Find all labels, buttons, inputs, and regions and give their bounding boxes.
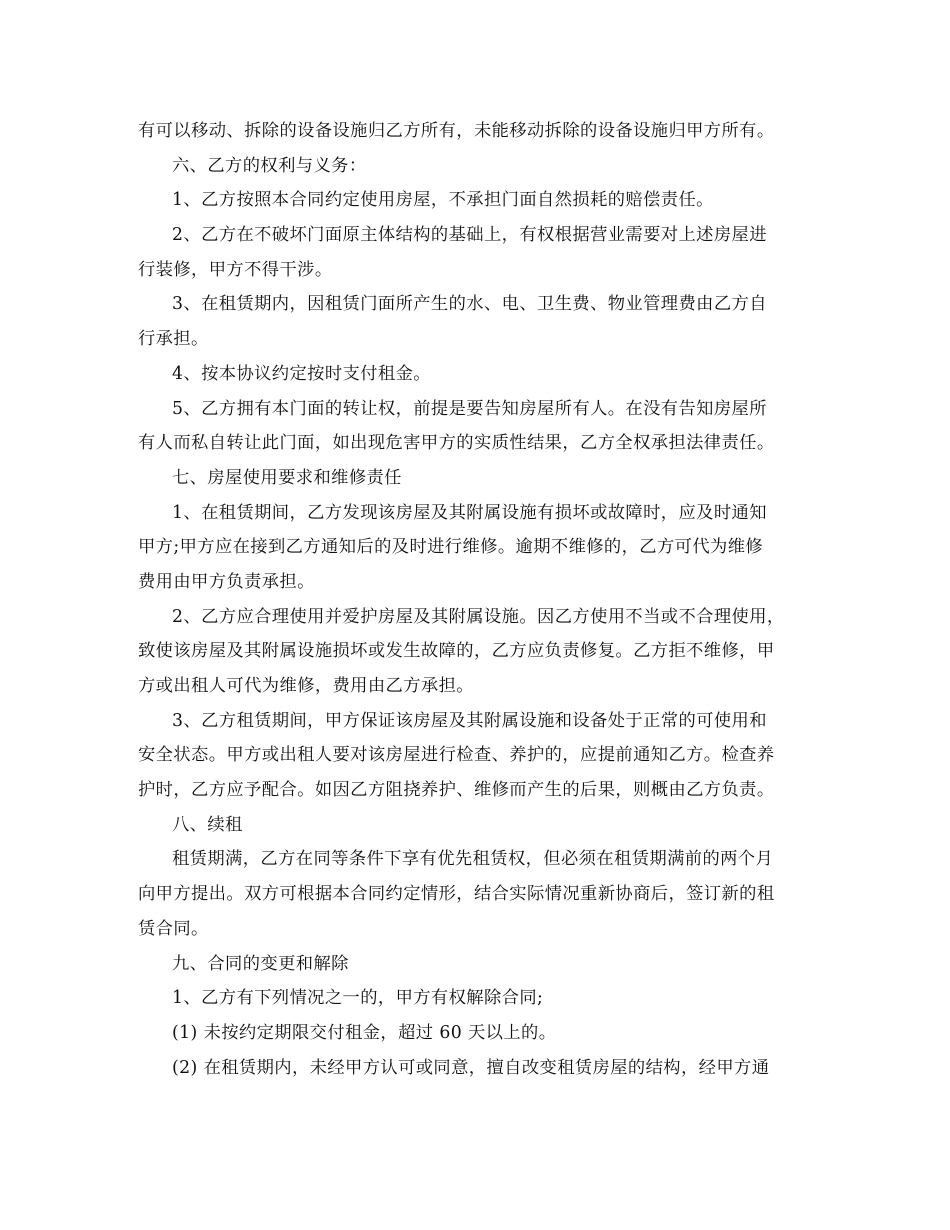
text-line: 甲方;甲方应在接到乙方通知后的及时进行维修。逾期不维修的，乙方可代为维修 (138, 537, 764, 558)
text-line: 1、乙方按照本合同约定使用房屋，不承担门面自然损耗的赔偿责任。 (172, 190, 714, 211)
text-line: 1、在租赁期间，乙方发现该房屋及其附属设施有损坏或故障时，应及时通知 (172, 502, 767, 523)
text-line: 2、乙方在不破坏门面原主体结构的基础上，有权根据营业需要对上述房屋进 (172, 225, 767, 246)
text-line: 4、按本协议约定按时支付租金。 (172, 363, 431, 384)
section-heading: 八、续租 (172, 814, 243, 835)
text-line: 1、乙方有下列情况之一的，甲方有权解除合同; (172, 988, 544, 1009)
text-line: 费用由甲方负责承担。 (138, 571, 315, 592)
text-line: 方或出租人可代为维修，费用由乙方承担。 (138, 676, 474, 696)
text-line: 行装修，甲方不得干涉。 (138, 259, 333, 280)
text-line: 安全状态。甲方或出租人要对该房屋进行检查、养护的，应提前通知乙方。检查养 (138, 745, 775, 766)
text-line: 护时，乙方应予配合。如因乙方阻挠养护、维修而产生的后果，则概由乙方负责。 (138, 780, 775, 801)
list-item: (1) 未按约定期限交付租金，超过 60 天以上的。 (172, 1022, 557, 1043)
document-body (138, 114, 818, 1085)
section-heading: 九、合同的变更和解除 (172, 953, 349, 974)
text-line: 5、乙方拥有本门面的转让权，前提是要告知房屋所有人。在没有告知房屋所 (172, 398, 767, 419)
list-item: (2) 在租赁期内，未经甲方认可或同意，擅自改变租赁房屋的结构，经甲方通 (172, 1057, 770, 1078)
text-line: 行承担。 (138, 329, 209, 350)
text-line: 有可以移动、拆除的设备设施归乙方所有，未能移动拆除的设备设施归甲方所有。 (138, 121, 775, 141)
section-heading: 六、乙方的权利与义务： (172, 155, 367, 176)
text-line: 3、在租赁期内，因租赁门面所产生的水、电、卫生费、物业管理费由乙方自 (172, 294, 767, 315)
text-line: 2、乙方应合理使用并爱护房屋及其附属设施。因乙方使用不当或不合理使用， (172, 606, 785, 627)
text-line: 有人而私自转让此门面，如出现危害甲方的实质性结果，乙方全权承担法律责任。 (138, 433, 775, 454)
text-line: 赁合同。 (138, 918, 209, 939)
text-line: 致使该房屋及其附属设施损坏或发生故障的，乙方应负责修复。乙方拒不维修，甲 (138, 641, 775, 662)
text-line: 租赁期满，乙方在同等条件下享有优先租赁权，但必须在租赁期满前的两个月 (172, 849, 774, 870)
section-heading: 七、房屋使用要求和维修责任 (172, 467, 402, 488)
text-line: 3、乙方租赁期间，甲方保证该房屋及其附属设施和设备处于正常的可使用和 (172, 710, 767, 731)
text-line: 向甲方提出。双方可根据本合同约定情形，结合实际情况重新协商后，签订新的租 (138, 884, 775, 905)
